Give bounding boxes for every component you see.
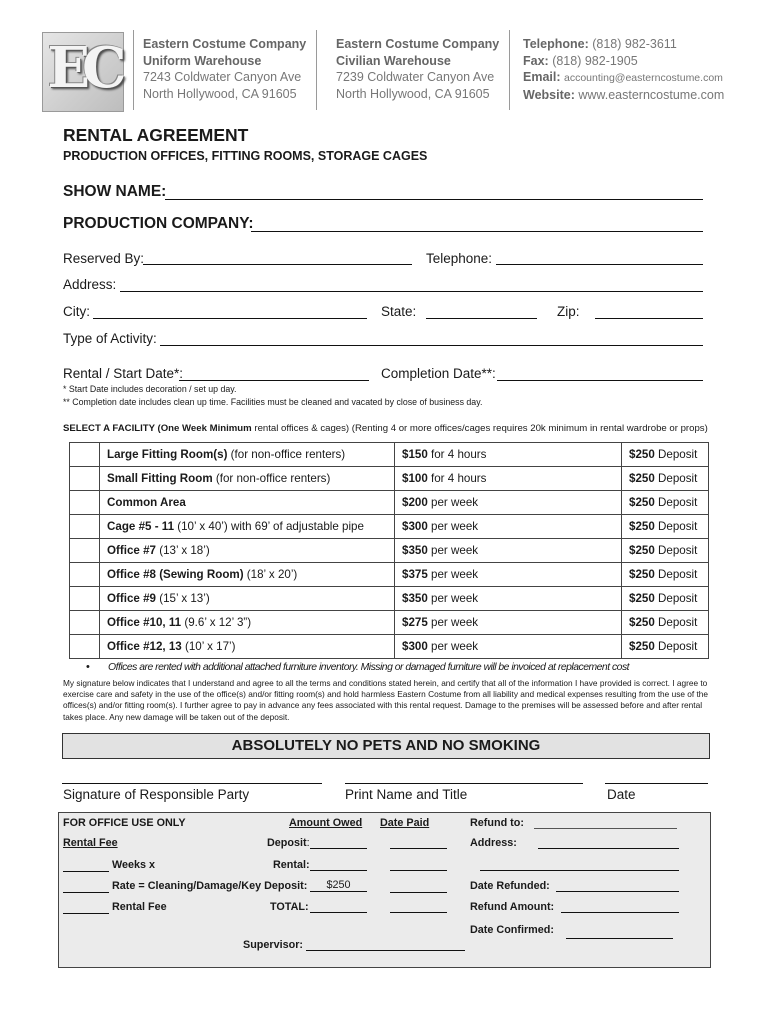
rental-start-label: Rental / Start Date*:: [63, 366, 184, 381]
date-refunded-label: Date Refunded:: [470, 880, 550, 892]
state-field[interactable]: [426, 318, 537, 319]
supervisor-label: Supervisor:: [243, 939, 303, 951]
uniform-warehouse-type: Uniform Warehouse: [143, 53, 262, 68]
facility-price: $350 per week: [395, 539, 622, 563]
page-title: RENTAL AGREEMENT: [63, 125, 249, 145]
address-label: Address:: [63, 277, 117, 292]
facility-select-checkbox[interactable]: [70, 491, 100, 515]
facility-row: [70, 491, 709, 515]
completion-date-field[interactable]: [497, 380, 703, 381]
facility-select-checkbox[interactable]: [70, 611, 100, 635]
deposit-amount-field[interactable]: [310, 848, 367, 849]
date-paid-heading: Date Paid: [380, 817, 430, 829]
facility-price: $300 per week: [395, 635, 622, 659]
refund-to-field[interactable]: [534, 828, 677, 829]
facility-row: [70, 467, 709, 491]
facility-deposit: $250 Deposit: [622, 539, 709, 563]
office-use-heading: FOR OFFICE USE ONLY: [63, 817, 186, 829]
signature-date-field[interactable]: [605, 783, 708, 784]
deposit-date-field[interactable]: [390, 848, 447, 849]
deposit-label: Deposit:: [267, 837, 310, 849]
bullet-icon: •: [86, 661, 90, 673]
page-subtitle: PRODUCTION OFFICES, FITTING ROOMS, STORAGE CAGES: [63, 149, 428, 163]
start-date-note: * Start Date includes decoration / set up day.: [63, 384, 237, 394]
header-divider: [316, 30, 317, 110]
facility-deposit: $250 Deposit: [622, 635, 709, 659]
company-logo: [42, 32, 124, 112]
refund-amount-field[interactable]: [561, 912, 679, 913]
print-name-label: Print Name and Title: [345, 787, 468, 802]
reserved-by-field[interactable]: [143, 264, 412, 265]
city-field[interactable]: [93, 318, 367, 319]
company-email-link[interactable]: accounting@easterncostume.com: [564, 72, 723, 84]
facility-price: $275 per week: [395, 611, 622, 635]
print-name-field[interactable]: [345, 783, 583, 784]
city-label: City:: [63, 304, 90, 319]
furniture-note: Offices are rented with additional attached furniture inventory. Missing or damaged furniture will be invoiced at replacement cost: [108, 662, 630, 673]
uniform-company-name: Eastern Costume Company: [143, 37, 307, 51]
select-facility-instructions: SELECT A FACILITY (One Week Minimum rental offices & cages) (Renting 4 or more offices/cages requires 20k minimum in rental wardrobe or props): [63, 423, 708, 434]
total-label: TOTAL:: [270, 901, 309, 913]
facility-name: Office #10, 11 (9.6’ x 12’ 3”): [100, 611, 395, 635]
facility-select-checkbox[interactable]: [70, 587, 100, 611]
facility-select-checkbox[interactable]: [70, 563, 100, 587]
email-label: Email:: [523, 70, 561, 84]
date-confirmed-field[interactable]: [566, 938, 673, 939]
no-pets-banner: ABSOLUTELY NO PETS AND NO SMOKING: [62, 733, 710, 759]
facility-deposit: $250 Deposit: [622, 587, 709, 611]
state-label: State:: [381, 304, 417, 319]
total-date-field[interactable]: [390, 912, 447, 913]
facility-name: Large Fitting Room(s) (for non-office renters): [100, 443, 395, 467]
company-website-link[interactable]: www.easterncostume.com: [578, 87, 725, 102]
refund-amount-label: Refund Amount:: [470, 901, 555, 913]
facility-row: [70, 587, 709, 611]
logo-monogram: EC: [47, 35, 119, 101]
rental-label: Rental:: [273, 859, 310, 871]
facility-row: [70, 443, 709, 467]
facility-table: [69, 442, 709, 659]
signature-field[interactable]: [62, 783, 322, 784]
signature-date-label: Date: [607, 787, 636, 802]
date-confirmed-label: Date Confirmed:: [470, 924, 554, 936]
rental-date-field[interactable]: [390, 870, 447, 871]
facility-row: [70, 611, 709, 635]
rental-fee-label: Rental Fee: [112, 901, 167, 913]
rental-amount-field[interactable]: [310, 870, 367, 871]
uniform-city: North Hollywood, CA 91605: [143, 86, 297, 101]
facility-select-checkbox[interactable]: [70, 515, 100, 539]
show-name-field[interactable]: [165, 199, 703, 200]
weeks-label: Weeks x: [112, 859, 156, 871]
facility-deposit: $250 Deposit: [622, 491, 709, 515]
facility-row: [70, 515, 709, 539]
rental-fee-field[interactable]: [63, 913, 109, 914]
facility-select-checkbox[interactable]: [70, 635, 100, 659]
facility-price: $200 per week: [395, 491, 622, 515]
facility-name: Small Fitting Room (for non-office renters): [100, 467, 395, 491]
facility-name: Office #8 (Sewing Room) (18’ x 20’): [100, 563, 395, 587]
fax-label: Fax:: [523, 53, 549, 68]
signature-label: Signature of Responsible Party: [63, 787, 250, 802]
civilian-company-name: Eastern Costume Company: [336, 37, 500, 51]
facility-select-checkbox[interactable]: [70, 467, 100, 491]
zip-field[interactable]: [595, 318, 703, 319]
facility-deposit: $250 Deposit: [622, 515, 709, 539]
key-deposit-date-field[interactable]: [390, 892, 447, 893]
supervisor-field[interactable]: [306, 950, 465, 951]
rate-field[interactable]: [63, 892, 109, 893]
production-company-label: PRODUCTION COMPANY:: [63, 215, 254, 232]
civilian-city: North Hollywood, CA 91605: [336, 86, 490, 101]
reserved-by-label: Reserved By:: [63, 251, 145, 266]
activity-label: Type of Activity:: [63, 331, 157, 346]
facility-price: $150 for 4 hours: [395, 443, 622, 467]
completion-date-label: Completion Date**:: [381, 366, 496, 381]
rate-label: Rate = Cleaning/Damage/Key Deposit:: [112, 880, 308, 892]
legal-terms: My signature below indicates that I understand and agree to all the terms and conditions stated herein, and certify that all of the information I have provided is correct. I agree to exercise care and safety in the use of the office(s) and/or fitting room(s) and hold harmless Eastern Costume from all liability and medical expenses resulting from the use of the offices(s) and/or fitting room(s). I further agree to pay in advance any fees associated with this rental request. Damage to the premises will be assessed before and after rental takes place. Any new damage will be taken out of the deposit.: [63, 678, 709, 722]
facility-price: $300 per week: [395, 515, 622, 539]
zip-label: Zip:: [557, 304, 580, 319]
show-name-label: SHOW NAME:: [63, 183, 167, 200]
facility-price: $375 per week: [395, 563, 622, 587]
company-fax: (818) 982-1905: [552, 53, 638, 68]
amount-owed-heading: Amount Owed: [289, 817, 363, 829]
address-field[interactable]: [120, 291, 703, 292]
refund-address-field[interactable]: [538, 848, 679, 849]
civilian-warehouse-address: [336, 36, 499, 102]
weeks-field[interactable]: [63, 871, 109, 872]
rental-fee-heading: Rental Fee: [63, 837, 118, 849]
total-amount-field[interactable]: [310, 912, 367, 913]
facility-name: Office #7 (13’ x 18’): [100, 539, 395, 563]
facility-deposit: $250 Deposit: [622, 563, 709, 587]
facility-price: $100 for 4 hours: [395, 467, 622, 491]
refund-to-label: Refund to:: [470, 817, 524, 829]
facility-row: [70, 635, 709, 659]
refund-address-field-2[interactable]: [480, 870, 679, 871]
civilian-warehouse-type: Civilian Warehouse: [336, 53, 451, 68]
header-divider: [509, 30, 510, 110]
production-company-field[interactable]: [251, 231, 703, 232]
facility-deposit: $250 Deposit: [622, 611, 709, 635]
contact-info: [523, 36, 724, 103]
completion-date-note: ** Completion date includes clean up time. Facilities must be cleaned and vacated by close of business day.: [63, 397, 483, 407]
facility-name: Office #9 (15’ x 13’): [100, 587, 395, 611]
facility-price: $350 per week: [395, 587, 622, 611]
facility-row: [70, 563, 709, 587]
facility-name: Common Area: [100, 491, 395, 515]
facility-select-checkbox[interactable]: [70, 539, 100, 563]
telephone-label: Telephone:: [523, 37, 589, 51]
telephone-field[interactable]: [496, 264, 703, 265]
civilian-street: 7239 Coldwater Canyon Ave: [336, 70, 495, 84]
telephone-field-label: Telephone:: [426, 251, 493, 266]
key-deposit-value: $250: [310, 879, 367, 892]
facility-name: Office #12, 13 (10’ x 17’): [100, 635, 395, 659]
facility-deposit: $250 Deposit: [622, 443, 709, 467]
rental-start-field[interactable]: [179, 380, 369, 381]
uniform-warehouse-address: [143, 36, 306, 102]
website-label: Website:: [523, 87, 575, 102]
facility-row: [70, 539, 709, 563]
uniform-street: 7243 Coldwater Canyon Ave: [143, 70, 302, 84]
facility-select-checkbox[interactable]: [70, 443, 100, 467]
activity-field[interactable]: [160, 345, 703, 346]
facility-deposit: $250 Deposit: [622, 467, 709, 491]
refund-address-label: Address:: [470, 837, 517, 849]
date-refunded-field[interactable]: [556, 891, 679, 892]
header-divider: [133, 30, 134, 110]
facility-name: Cage #5 - 11 (10’ x 40’) with 69’ of adjustable pipe: [100, 515, 395, 539]
company-telephone: (818) 982-3611: [592, 37, 677, 51]
